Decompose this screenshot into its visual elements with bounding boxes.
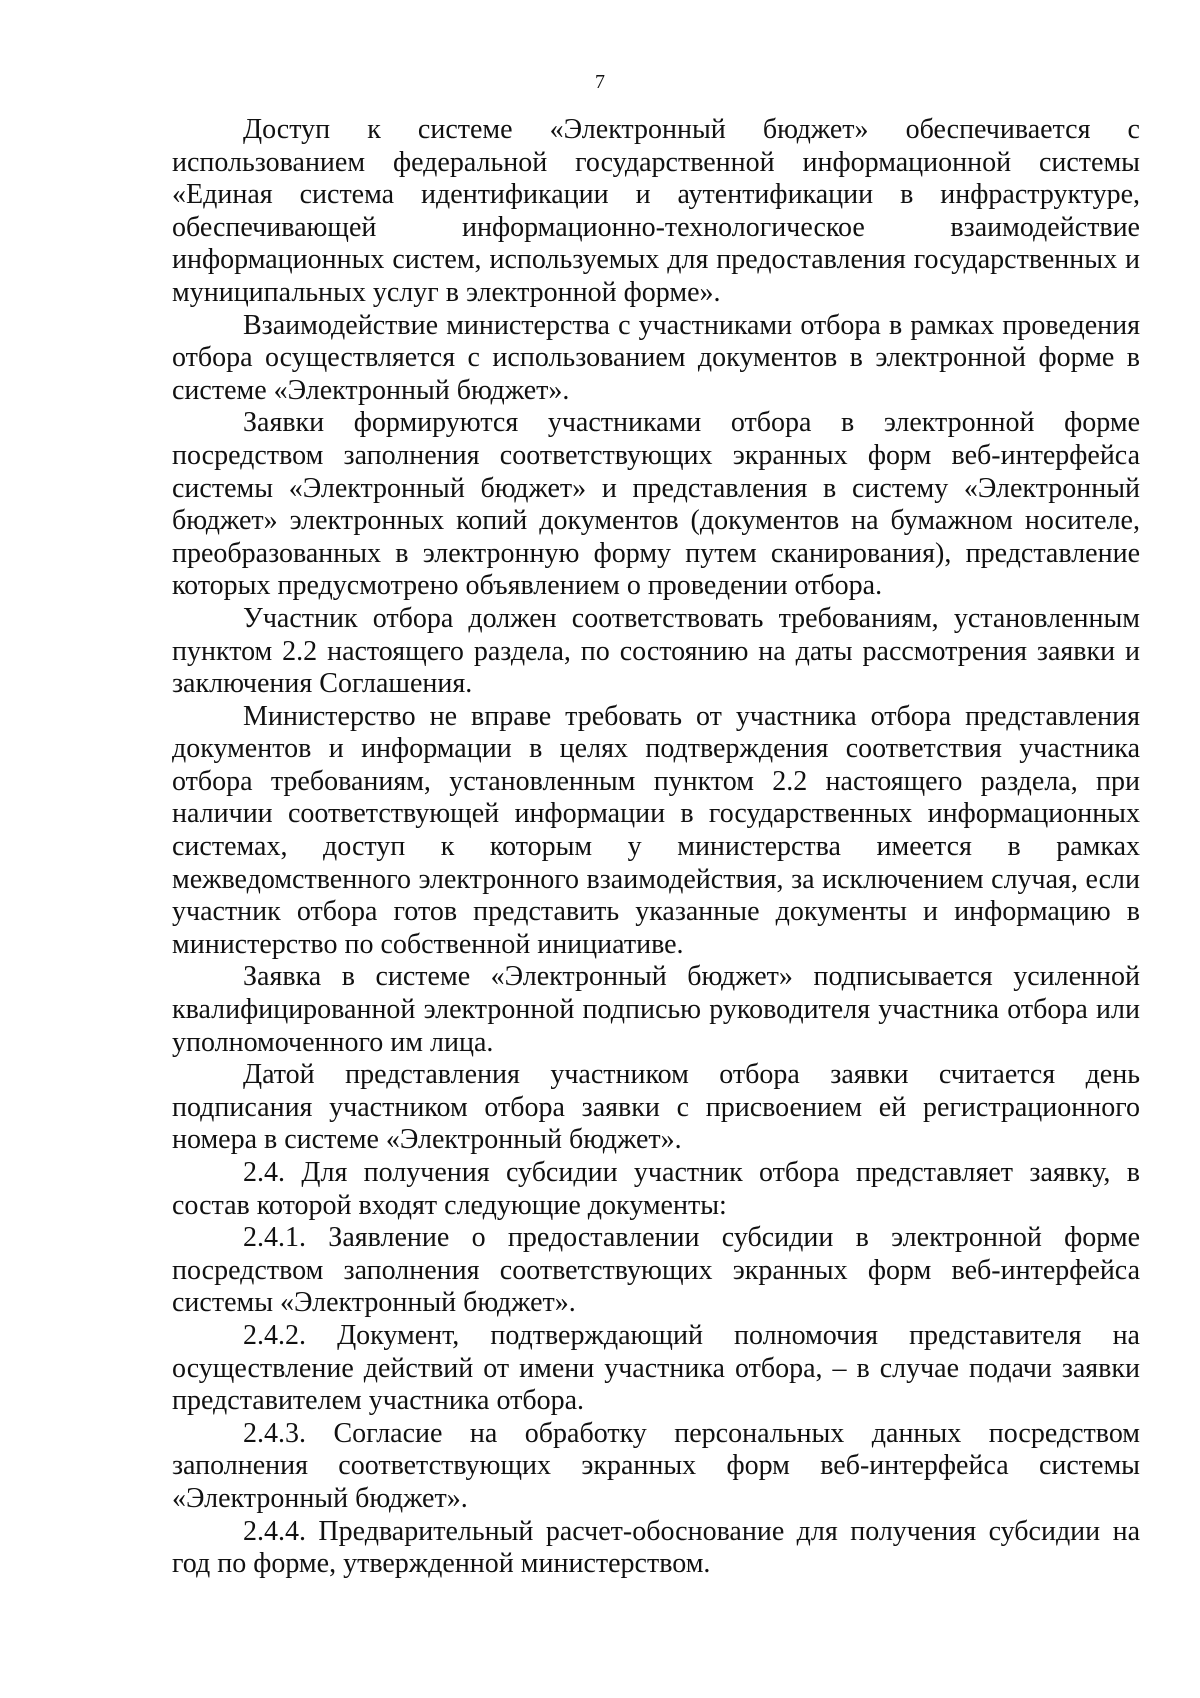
paragraph-access: Доступ к системе «Электронный бюджет» обеспечивается с использованием федеральной государственной информационной системы «Единая система идентификации и аутентификации в инфраструктуре, обеспечивающей информационно-технологическое взаимодействие информационных систем, используемых для предоставления государственных и муниципальных услуг в электронной форме». — [172, 114, 1140, 308]
paragraph-2-4: 2.4. Для получения субсидии участник отбора представляет заявку, в состав которой входят следующие документы: — [172, 1157, 1140, 1221]
paragraph-2-4-4: 2.4.4. Предварительный расчет-обоснование для получения субсидии на год по форме, утвержденной министерством. — [172, 1515, 1140, 1580]
paragraph-2-4-3: 2.4.3. Согласие на обработку персональных данных посредством заполнения соответствующих экранных форм веб-интерфейса системы «Электронный бюджет». — [172, 1417, 1140, 1514]
paragraph-participant-requirements: Участник отбора должен соответствовать требованиям, установленным пунктом 2.2 настоящего раздела, по состоянию на даты рассмотрения заявки и заключения Соглашения. — [172, 602, 1140, 700]
paragraph-ministry-restriction: Министерство не вправе требовать от участника отбора представления документов и информации в целях подтверждения соответствия участника отбора требованиям, установленным пунктом 2.2 настоящего раздела, при наличии соответствующей информации в государственных информационных системах, доступ к которым у министерства имеется в рамках межведомственного электронного взаимодействия, за исключением случая, если участник отбора готов представить указанные документы и информацию в министерство по собственной инициативе. — [172, 700, 1140, 960]
paragraph-2-4-1: 2.4.1. Заявление о предоставлении субсидии в электронной форме посредством заполнения соответствующих экранных форм веб-интерфейса системы «Электронный бюджет». — [172, 1222, 1140, 1319]
paragraph-applications: Заявки формируются участниками отбора в электронной форме посредством заполнения соответствующих экранных форм веб-интерфейса системы «Электронный бюджет» и представления в систему «Электронный бюджет» электронных копий документов (документов на бумажном носителе, преобразованных в электронную форму путем сканирования), представление которых предусмотрено объявлением о проведении отбора. — [172, 407, 1140, 602]
paragraph-submission-date: Датой представления участником отбора заявки считается день подписания участником отбора заявки с присвоением ей регистрационного номера в системе «Электронный бюджет». — [172, 1059, 1140, 1156]
document-body — [172, 114, 1140, 1581]
paragraph-interaction: Взаимодействие министерства с участниками отбора в рамках проведения отбора осуществляется с использованием документов в электронной форме в системе «Электронный бюджет». — [172, 309, 1140, 406]
page-number: 7 — [595, 71, 605, 93]
paragraph-2-4-2: 2.4.2. Документ, подтверждающий полномочия представителя на осуществление действий от имени участника отбора, – в случае подачи заявки представителем участника отбора. — [172, 1319, 1140, 1417]
paragraph-signature: Заявка в системе «Электронный бюджет» подписывается усиленной квалифицированной электронной подписью руководителя участника отбора или уполномоченного им лица. — [172, 961, 1140, 1058]
